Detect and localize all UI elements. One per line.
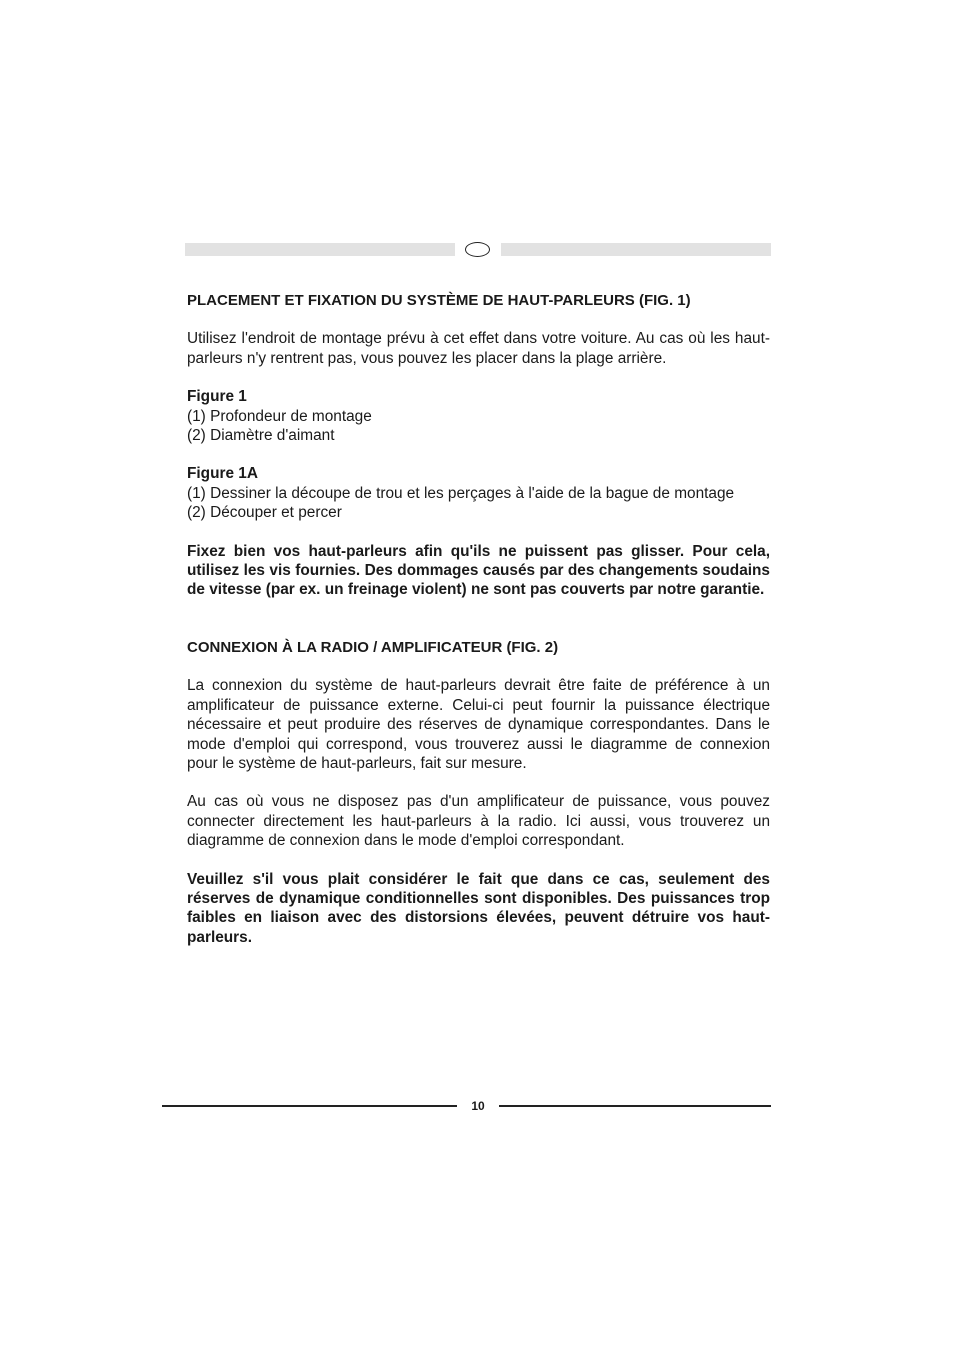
figure-1-item: (1) Profondeur de montage [187, 407, 372, 425]
page-number: 10 [471, 1099, 485, 1113]
header-bar-right [501, 243, 771, 256]
intro-paragraph: Utilisez l'endroit de montage prévu à cet effet dans votre voiture. Au cas où les haut-parleurs n'y rentrent pas, vous pouvez les placer dans la plage arrière. [187, 330, 770, 367]
section-heading-connexion: CONNEXION À LA RADIO / AMPLIFICATEUR (FIG. 2) [187, 638, 559, 656]
figure-1-title: Figure 1 [187, 388, 247, 406]
connexion-paragraph-2: Au cas où vous ne disposez pas d'un amplificateur de puissance, vous pouvez connecter directement les haut-parleurs à la radio. Ici aussi, vous trouverez un diagramme de connexion dans le mode d'emploi correspondant. [187, 793, 770, 850]
figure-1a-item: (2) Découper et percer [187, 504, 342, 522]
language-oval-icon [465, 242, 490, 257]
section-heading-placement: PLACEMENT ET FIXATION DU SYSTÈME DE HAUT-PARLEURS (FIG. 1) [187, 292, 691, 309]
figure-1a-item: (1) Dessiner la découpe de trou et les perçages à l'aide de la bague de montage [187, 484, 735, 502]
footer-rule-right [499, 1105, 771, 1107]
page-content [187, 291, 770, 947]
footer-rule-left [162, 1105, 457, 1107]
mounting-warning: Fixez bien vos haut-parleurs afin qu'ils ne puissent pas glisser. Pour cela, utilisez les vis fournies. Des dommages causés par des changements soudains de vitesse (par ex. un freinage violent) ne sont pas couverts par notre garantie. [187, 542, 770, 599]
figure-1a-title: Figure 1A [187, 465, 258, 483]
connexion-paragraph-1: La connexion du système de haut-parleurs devrait être faite de préférence à un amplificateur de puissance externe. Celui-ci peut fournir la puissance électrique nécessaire et peut produire des réserves de dynamique correspondantes. Dans le mode d'emploi qui correspond, vous trouverez aussi le diagramme de connexion pour le système de haut-parleurs, fait sur mesure. [187, 677, 770, 772]
figure-1-item: (2) Diamètre d'aimant [187, 427, 335, 445]
connexion-warning: Veuillez s'il vous plait considérer le fait que dans ce cas, seulement des réserves de dynamique conditionnelles sont disponibles. Des puissances trop faibles en liaison avec des distorsions élevées, peuvent détruire vos haut-parleurs. [187, 870, 770, 946]
header-bar-left [185, 243, 455, 256]
